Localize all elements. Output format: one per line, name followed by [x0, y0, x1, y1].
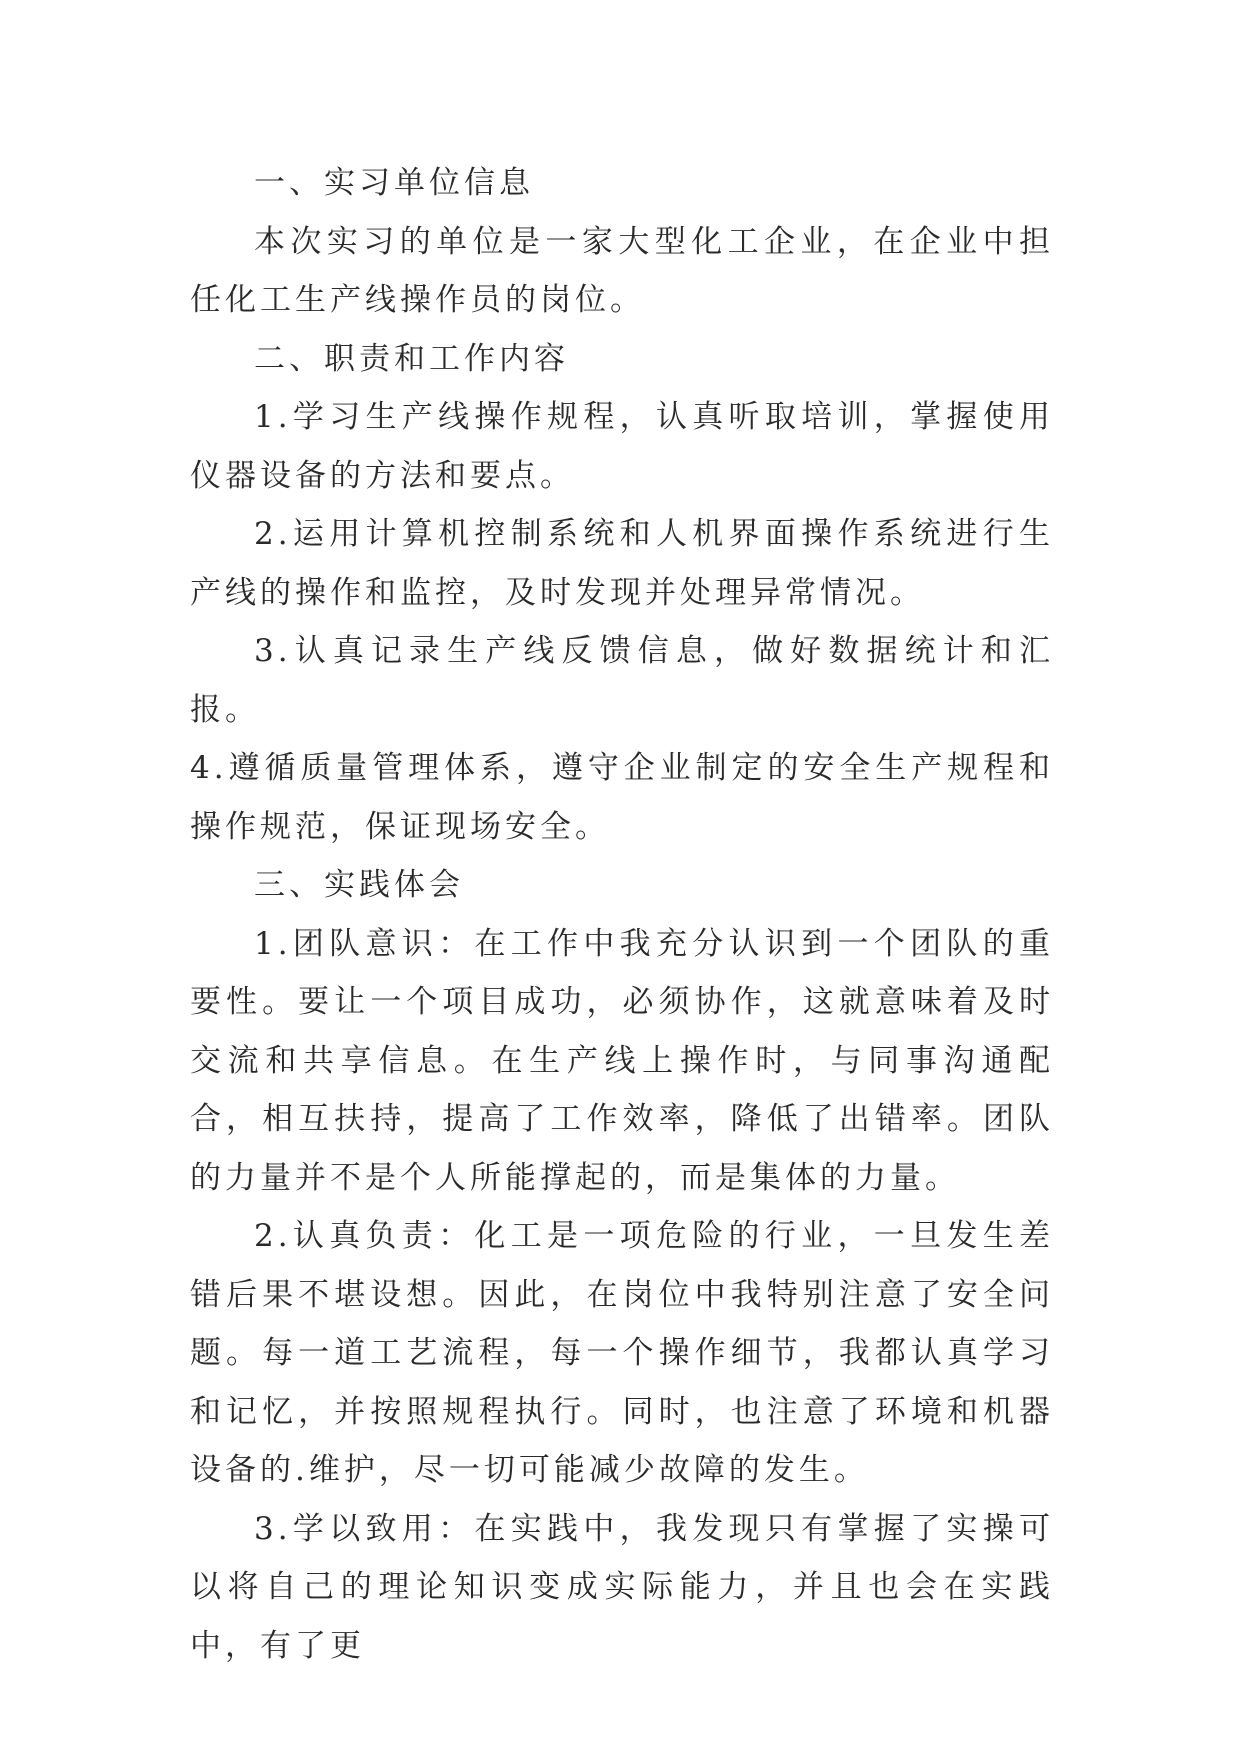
- duty-item-4: 4.遵循质量管理体系，遵守企业制定的安全生产规程和操作规范，保证现场安全。: [190, 750, 1054, 845]
- insight-item-2: 2.认真负责：化工是一项危险的行业，一旦发生差错后果不堪设想。因此，在岗位中我特别注意了安全问题。每一道工艺流程，每一个操作细节，我都认真学习和记忆，并按照规程执行。同时，也注意了环境和机器设备的.维护，尽一切可能减少故障的发生。: [190, 1218, 1054, 1488]
- duty-item-3: 3.认真记录生产线反馈信息，做好数据统计和汇报。: [190, 633, 1054, 728]
- section-heading-duties: 二、职责和工作内容: [254, 340, 569, 377]
- section-heading-insights: 三、实践体会: [254, 867, 464, 903]
- section-heading-unit-info: 一、实习单位信息: [254, 165, 534, 201]
- document-body: [190, 154, 1054, 1675]
- duty-item-2: 2.运用计算机控制系统和人机界面操作系统进行生产线的操作和监控，及时发现并处理异常情况。: [190, 516, 1054, 611]
- insight-item-1: 1.团队意识：在工作中我充分认识到一个团队的重要性。要让一个项目成功，必须协作，这就意味着及时交流和共享信息。在生产线上操作时，与同事沟通配合，相互扶持，提高了工作效率，降低了出错率。团队的力量并不是个人所能撑起的，而是集体的力量。: [190, 925, 1054, 1196]
- duty-item-1: 1.学习生产线操作规程，认真听取培训，掌握使用仪器设备的方法和要点。: [190, 399, 1054, 494]
- paragraph-unit-info: 本次实习的单位是一家大型化工企业，在企业中担任化工生产线操作员的岗位。: [190, 223, 1054, 318]
- insight-item-3: 3.学以致用：在实践中，我发现只有掌握了实操可以将自己的理论知识变成实际能力，并且也会在实践中，有了更: [190, 1510, 1054, 1664]
